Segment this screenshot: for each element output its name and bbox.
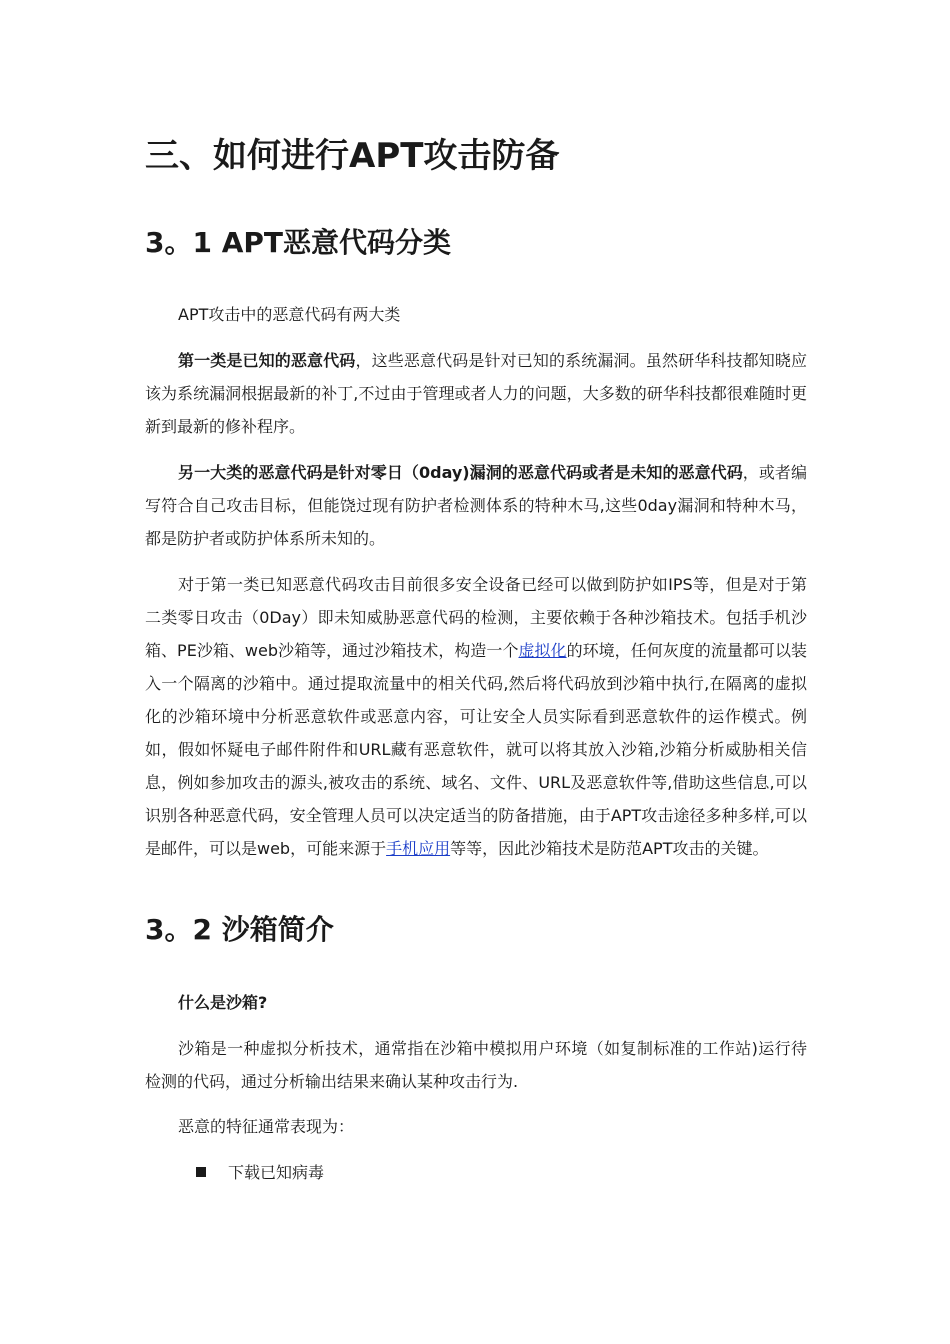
paragraph-sandbox-text-b: 的环境，任何灰度的流量都可以装入一个隔离的沙箱中。通过提取流量中的相关代码,然后将代码放到沙箱中执行,在隔离的虚拟化的沙箱环境中分析恶意软件或恶意内容，可让安全人员实际看到恶意软件的运作模式。例如，假如怀疑电子邮件附件和URL藏有恶意软件，就可以将其放入沙箱,沙箱分析威胁相关信息，例如参加攻击的源头,被攻击的系统、域名、文件、URL及恶意软件等,借助这些信息,可以识别各种恶意代码，安全管理人员可以决定适当的防备措施，由于APT攻击途径多种多样,可以是邮件，可以是web，可能来源于	[145, 641, 807, 858]
paragraph-sandbox-definition: 沙箱是一种虚拟分析技术，通常指在沙箱中模拟用户环境（如复制标准的工作站)运行待检测的代码，通过分析输出结果来确认某种攻击行为.	[145, 1039, 807, 1091]
paragraph-sandbox-text-c: 等等，因此沙箱技术是防范APT攻击的关键。	[450, 839, 769, 858]
link-virtualization[interactable]: 虚拟化	[518, 641, 567, 660]
section-1-intro: APT攻击中的恶意代码有两大类	[178, 305, 401, 324]
square-bullet-icon	[196, 1167, 206, 1177]
list-item-text: 下载已知病毒	[228, 1163, 325, 1182]
link-mobile-apps[interactable]: 手机应用	[386, 839, 451, 858]
paragraph-sandbox-detection	[145, 568, 807, 865]
paragraph-sandbox-text-a: 对于第一类已知恶意代码攻击目前很多安全设备已经可以做到防护如IPS等，但是对于第二类零日攻击（0Day）即未知威胁恶意代码的检测，主要依赖于各种沙箱技术。包括手机沙箱、PE沙箱、web沙箱等，通过沙箱技术，构造一个	[145, 575, 807, 660]
main-heading: 三、如何进行APT攻击防备	[145, 136, 560, 176]
paragraph-known-malware-text: ，这些恶意代码是针对已知的系统漏洞。虽然研华科技都知晓应该为系统漏洞根据最新的补丁,不过由于管理或者人力的问题，大多数的研华科技都很难随时更新到最新的修补程序。	[145, 351, 807, 436]
section-2-title: 3。2 沙箱简介	[145, 913, 334, 946]
section-2-subheading: 什么是沙箱?	[178, 993, 268, 1012]
paragraph-zero-day-text: ，或者编写符合自己攻击目标，但能饶过现有防护者检测体系的特种木马,这些0day漏洞和特种木马，都是防护者或防护体系所未知的。	[145, 463, 807, 548]
list-item	[196, 1156, 324, 1189]
paragraph-zero-day-bold: 另一大类的恶意代码是针对零日（0day)漏洞的恶意代码或者是未知的恶意代码	[178, 463, 743, 482]
paragraph-zero-day-malware	[145, 456, 807, 555]
paragraph-known-malware	[145, 344, 807, 443]
section-1-title: 3。1 APT恶意代码分类	[145, 226, 452, 259]
paragraph-known-malware-bold: 第一类是已知的恶意代码	[178, 351, 356, 370]
paragraph-malicious-features: 恶意的特征通常表现为：	[178, 1117, 355, 1136]
